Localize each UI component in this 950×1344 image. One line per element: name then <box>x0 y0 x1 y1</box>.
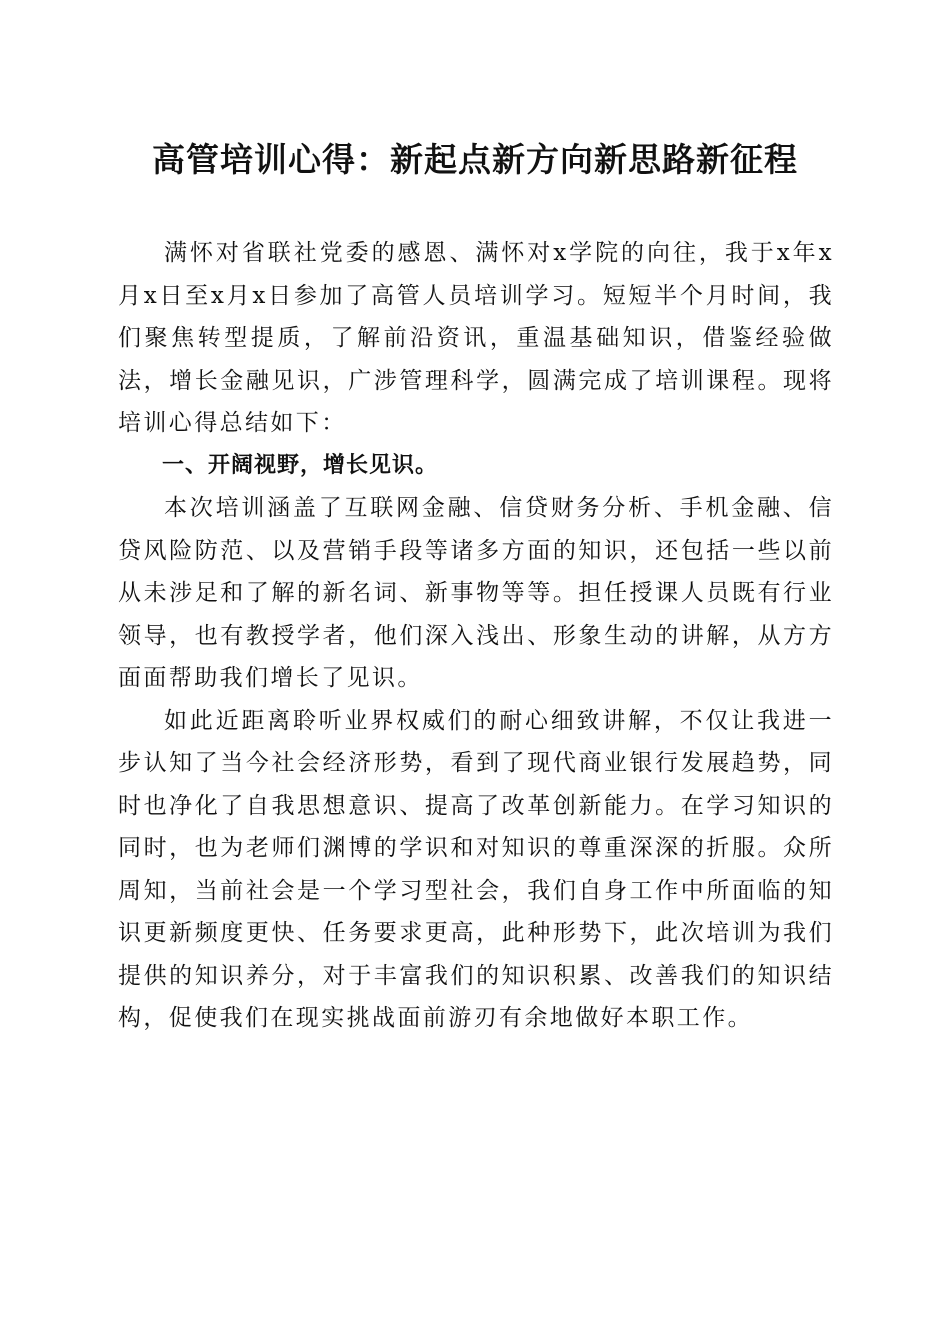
document-body <box>118 232 834 1040</box>
document-title: 高管培训心得：新起点新方向新思路新征程 <box>152 140 798 179</box>
intro-paragraph: 满怀对省联社党委的感恩、满怀对x学院的向往，我于x年x月x日至x月x日参加了高管人员培训学习。短短半个月时间，我们聚焦转型提质，了解前沿资讯，重温基础知识，借鉴经验做法，增长金融见识，广涉管理科学，圆满完成了培训课程。现将培训心得总结如下： <box>118 240 834 436</box>
body-paragraph-training-content: 本次培训涵盖了互联网金融、信贷财务分析、手机金融、信贷风险防范、以及营销手段等诸多方面的知识，还包括一些以前从未涉足和了解的新名词、新事物等等。担任授课人员既有行业领导，也有教授学者，他们深入浅出、形象生动的讲解，从方方面面帮助我们增长了见识。 <box>118 495 834 691</box>
section-heading: 一、开阔视野，增长见识。 <box>162 452 439 478</box>
body-paragraph-reflection: 如此近距离聆听业界权威们的耐心细致讲解，不仅让我进一步认知了当今社会经济形势，看到了现代商业银行发展趋势，同时也净化了自我思想意识、提高了改革创新能力。在学习知识的同时，也为老师们渊博的学识和对知识的尊重深深的折服。众所周知，当前社会是一个学习型社会，我们自身工作中所面临的知识更新频度更快、任务要求更高，此种形势下，此次培训为我们提供的知识养分，对于丰富我们的知识积累、改善我们的知识结构，促使我们在现实挑战面前游刃有余地做好本职工作。 <box>118 707 834 1031</box>
